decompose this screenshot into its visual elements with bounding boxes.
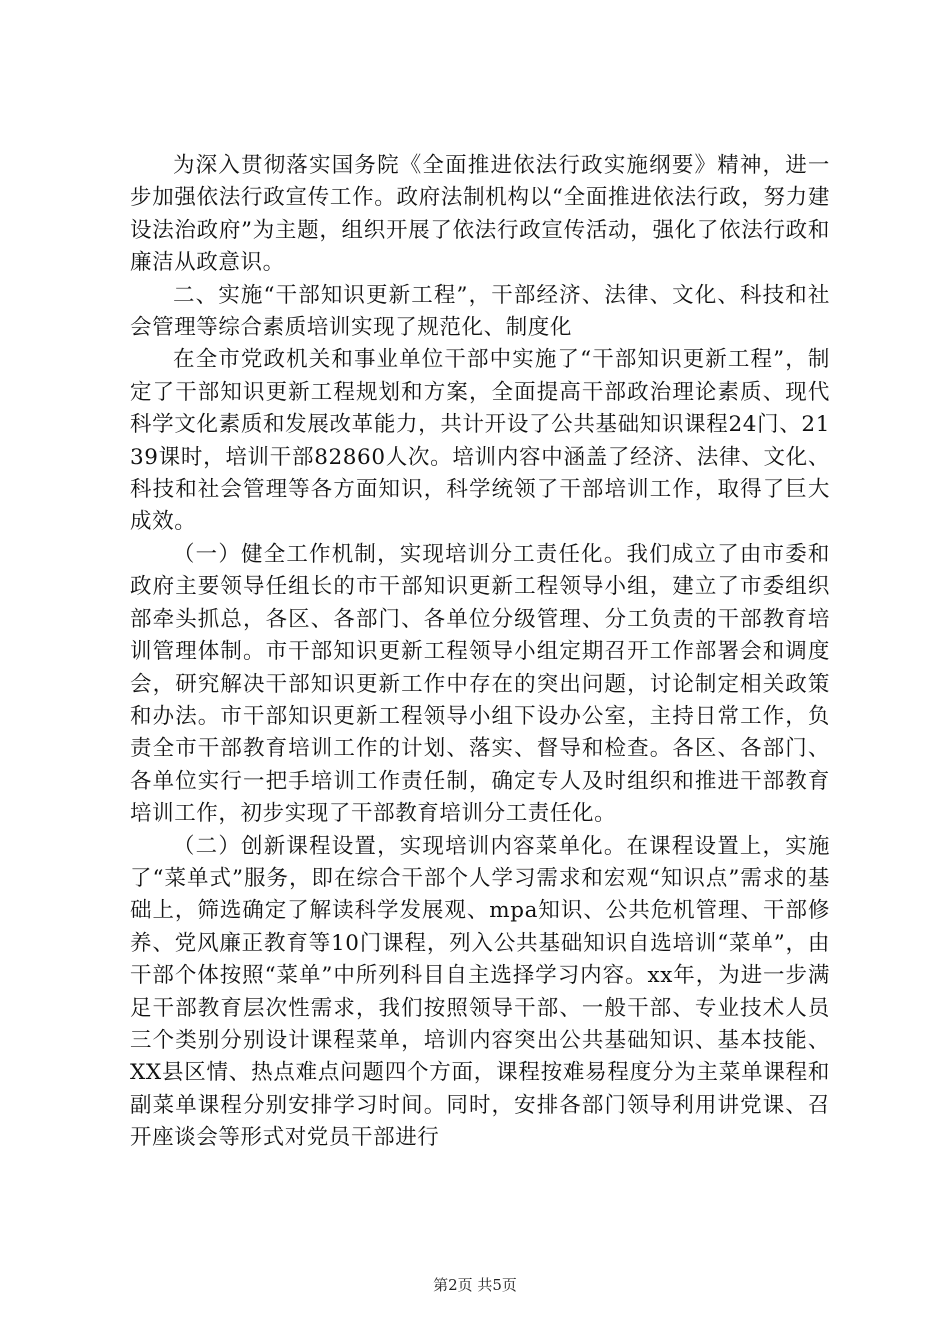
document-body — [130, 150, 830, 1155]
paragraph-curriculum: （二）创新课程设置，实现培训内容菜单化。在课程设置上，实施了“菜单式”服务，即在综合干部个人学习需求和宏观“知识点”需求的基础上，筛选确定了解读科学发展观、mpa知识、公共危机管理、干部修养、党风廉正教育等10门课程，列入公共基础知识自选培训“菜单”，由干部个体按照“菜单”中所列科目自主选择学习内容。xx年，为进一步满足干部教育层次性需求，我们按照领导干部、一般干部、专业技术人员三个类别分别设计课程菜单，培训内容突出公共基础知识、基本技能、XX县区情、热点难点问题四个方面，课程按难易程度分为主菜单课程和副菜单课程分别安排学习时间。同时，安排各部门领导利用讲党课、召开座谈会等形式对党员干部进行 — [130, 833, 830, 1151]
paragraph-mechanism: （一）健全工作机制，实现培训分工责任化。我们成立了由市委和政府主要领导任组长的市干部知识更新工程领导小组，建立了市委组织部牵头抓总，各区、各部门、各单位分级管理、分工负责的干部教育培训管理体制。市干部知识更新工程领导小组定期召开工作部署会和调度会，研究解决干部知识更新工作中存在的突出问题，讨论制定相关政策和办法。市干部知识更新工程领导小组下设办公室，主持日常工作，负责全市干部教育培训工作的计划、落实、督导和检查。各区、各部门、各单位实行一把手培训工作责任制，确定专人及时组织和推进干部教育培训工作，初步实现了干部教育培训分工责任化。 — [130, 541, 830, 827]
paragraph-knowledge-project: 在全市党政机关和事业单位干部中实施了“干部知识更新工程”，制定了干部知识更新工程规划和方案，全面提高干部政治理论素质、现代科学文化素质和发展改革能力，共计开设了公共基础知识课程24门、2139课时，培训干部82860人次。培训内容中涵盖了经济、法律、文化、科技和社会管理等各方面知识，科学统领了干部培训工作，取得了巨大成效。 — [130, 347, 830, 535]
section-heading-two: 二、实施“干部知识更新工程”，干部经济、法律、文化、科技和社会管理等综合素质培训实现了规范化、制度化 — [130, 282, 830, 341]
page-footer — [0, 1275, 950, 1295]
paragraph-intro: 为深入贯彻落实国务院《全面推进依法行政实施纲要》精神，进一步加强依法行政宣传工作。政府法制机构以“全面推进依法行政，努力建设法治政府”为主题，组织开展了依法行政宣传活动，强化了依法行政和廉洁从政意识。 — [130, 153, 830, 276]
page-number-label: 第2页 共5页 — [433, 1276, 517, 1294]
